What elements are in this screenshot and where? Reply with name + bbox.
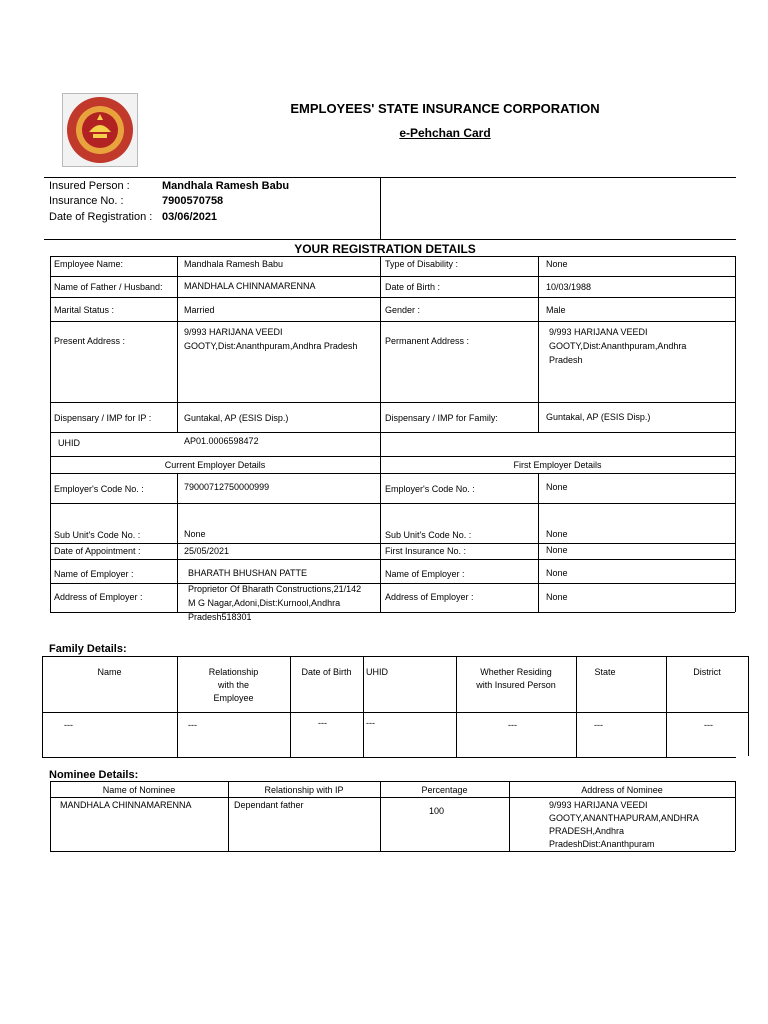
- family-col-uhid: UHID: [366, 667, 388, 677]
- current-employer-name: BHARATH BHUSHAN PATTE: [188, 568, 308, 578]
- subunit-code-label: Sub Unit's Code No. :: [54, 530, 141, 540]
- nominee-percentage: 100: [429, 806, 445, 816]
- dispensary-family-value: Guntakal, AP (ESIS Disp.): [546, 412, 651, 422]
- marital-value: Married: [184, 305, 215, 315]
- dispensary-ip-label: Dispensary / IMP for IP :: [54, 413, 152, 423]
- family-details-heading: Family Details:: [49, 643, 127, 655]
- current-employer-address-line3: Pradesh518301: [188, 612, 252, 622]
- current-employer-address-line1: Proprietor Of Bharath Constructions,21/142: [188, 584, 362, 594]
- first-employer-code: None: [546, 482, 568, 492]
- gender-value: Male: [546, 305, 566, 315]
- uhid-value: AP01.0006598472: [184, 436, 259, 446]
- first-employer-address-label: Address of Employer :: [385, 592, 474, 602]
- family-row-dob: ---: [318, 718, 327, 728]
- uhid-label: UHID: [58, 438, 80, 448]
- family-row-district: ---: [704, 720, 713, 730]
- family-row-residing: ---: [508, 720, 517, 730]
- nominee-address-line1: 9/993 HARIJANA VEEDI: [549, 800, 648, 810]
- family-col-relationship-3: Employee: [213, 693, 254, 703]
- first-employer-heading: First Employer Details: [513, 460, 602, 470]
- first-employer-name-label: Name of Employer :: [385, 569, 465, 579]
- family-row-name: ---: [64, 720, 73, 730]
- nominee-col-name: Name of Nominee: [102, 785, 176, 795]
- insurance-no-label: Insurance No. :: [49, 195, 124, 207]
- esic-emblem-icon: [63, 94, 137, 166]
- insured-person-label: Insured Person :: [49, 180, 130, 192]
- family-col-state: State: [594, 667, 616, 677]
- family-row-state: ---: [594, 720, 603, 730]
- dob-value: 10/03/1988: [546, 282, 592, 292]
- registration-date-value: 03/06/2021: [162, 211, 218, 223]
- first-employer-address: None: [546, 592, 568, 602]
- nominee-col-relationship: Relationship with IP: [264, 785, 344, 795]
- father-value: MANDHALA CHINNAMARENNA: [184, 281, 316, 291]
- family-col-residing-1: Whether Residing: [480, 667, 552, 677]
- dispensary-family-label: Dispensary / IMP for Family:: [385, 413, 498, 423]
- permanent-address-label: Permanent Address :: [385, 336, 470, 346]
- first-insurance-label: First Insurance No. :: [385, 546, 467, 556]
- family-col-dob: Date of Birth: [301, 667, 352, 677]
- employer-code-label: Employer's Code No. :: [54, 484, 144, 494]
- family-col-relationship-1: Relationship: [208, 667, 259, 677]
- first-insurance-value: None: [546, 545, 568, 555]
- card-title: e-Pehchan Card: [399, 126, 491, 140]
- esic-logo: [62, 93, 138, 167]
- permanent-address-line2: GOOTY,Dist:Ananthpuram,Andhra: [549, 341, 687, 351]
- insured-person-value: Mandhala Ramesh Babu: [162, 180, 290, 192]
- present-address-line1: 9/993 HARIJANA VEEDI: [184, 327, 283, 337]
- insurance-no-value: 7900570758: [162, 195, 224, 207]
- father-label: Name of Father / Husband:: [54, 282, 163, 292]
- current-subunit-code: None: [184, 529, 206, 539]
- nominee-address-line2: GOOTY,ANANTHAPURAM,ANDHRA: [549, 813, 699, 823]
- family-col-relationship-2: with the: [217, 680, 250, 690]
- family-col-district: District: [693, 667, 721, 677]
- nominee-address-line3: PRADESH,Andhra: [549, 826, 625, 836]
- dispensary-ip-value: Guntakal, AP (ESIS Disp.): [184, 413, 289, 423]
- first-employer-name: None: [546, 568, 568, 578]
- permanent-address-line3: Pradesh: [549, 355, 583, 365]
- org-title: EMPLOYEES' STATE INSURANCE CORPORATION: [290, 101, 600, 116]
- disability-label: Type of Disability :: [385, 259, 459, 269]
- appointment-date-label: Date of Appointment :: [54, 546, 141, 556]
- employer-address-label: Address of Employer :: [54, 592, 143, 602]
- first-subunit-code-label: Sub Unit's Code No. :: [385, 530, 472, 540]
- nominee-details-heading: Nominee Details:: [49, 769, 139, 781]
- first-subunit-code: None: [546, 529, 568, 539]
- first-employer-code-label: Employer's Code No. :: [385, 484, 475, 494]
- gender-label: Gender :: [385, 305, 421, 315]
- appointment-date-value: 25/05/2021: [184, 546, 230, 556]
- nominee-col-percentage: Percentage: [421, 785, 468, 795]
- present-address-label: Present Address :: [54, 336, 126, 346]
- present-address-line2: GOOTY,Dist:Ananthpuram,Andhra Pradesh: [184, 341, 358, 351]
- registration-date-label: Date of Registration :: [49, 211, 153, 223]
- employer-name-label: Name of Employer :: [54, 569, 134, 579]
- nominee-name: MANDHALA CHINNAMARENNA: [60, 800, 192, 810]
- nominee-col-address: Address of Nominee: [581, 785, 663, 795]
- current-employer-code: 79000712750000999: [184, 482, 270, 492]
- family-row-uhid: ---: [366, 718, 375, 728]
- current-employer-heading: Current Employer Details: [164, 460, 266, 470]
- employee-name-label: Employee Name:: [54, 259, 124, 269]
- disability-value: None: [546, 259, 568, 269]
- family-col-residing-2: with Insured Person: [476, 680, 556, 690]
- nominee-address-line4: PradeshDist:Ananthpuram: [549, 839, 655, 849]
- registration-heading: YOUR REGISTRATION DETAILS: [294, 242, 476, 256]
- current-employer-address-line2: M G Nagar,Adoni,Dist:Kurnool,Andhra: [188, 598, 341, 608]
- dob-label: Date of Birth :: [385, 282, 441, 292]
- nominee-relationship: Dependant father: [234, 800, 304, 810]
- employee-name-value: Mandhala Ramesh Babu: [184, 259, 284, 269]
- family-col-name: Name: [97, 667, 122, 677]
- marital-label: Marital Status :: [54, 305, 115, 315]
- family-row-relationship: ---: [188, 720, 197, 730]
- permanent-address-line1: 9/993 HARIJANA VEEDI: [549, 327, 648, 337]
